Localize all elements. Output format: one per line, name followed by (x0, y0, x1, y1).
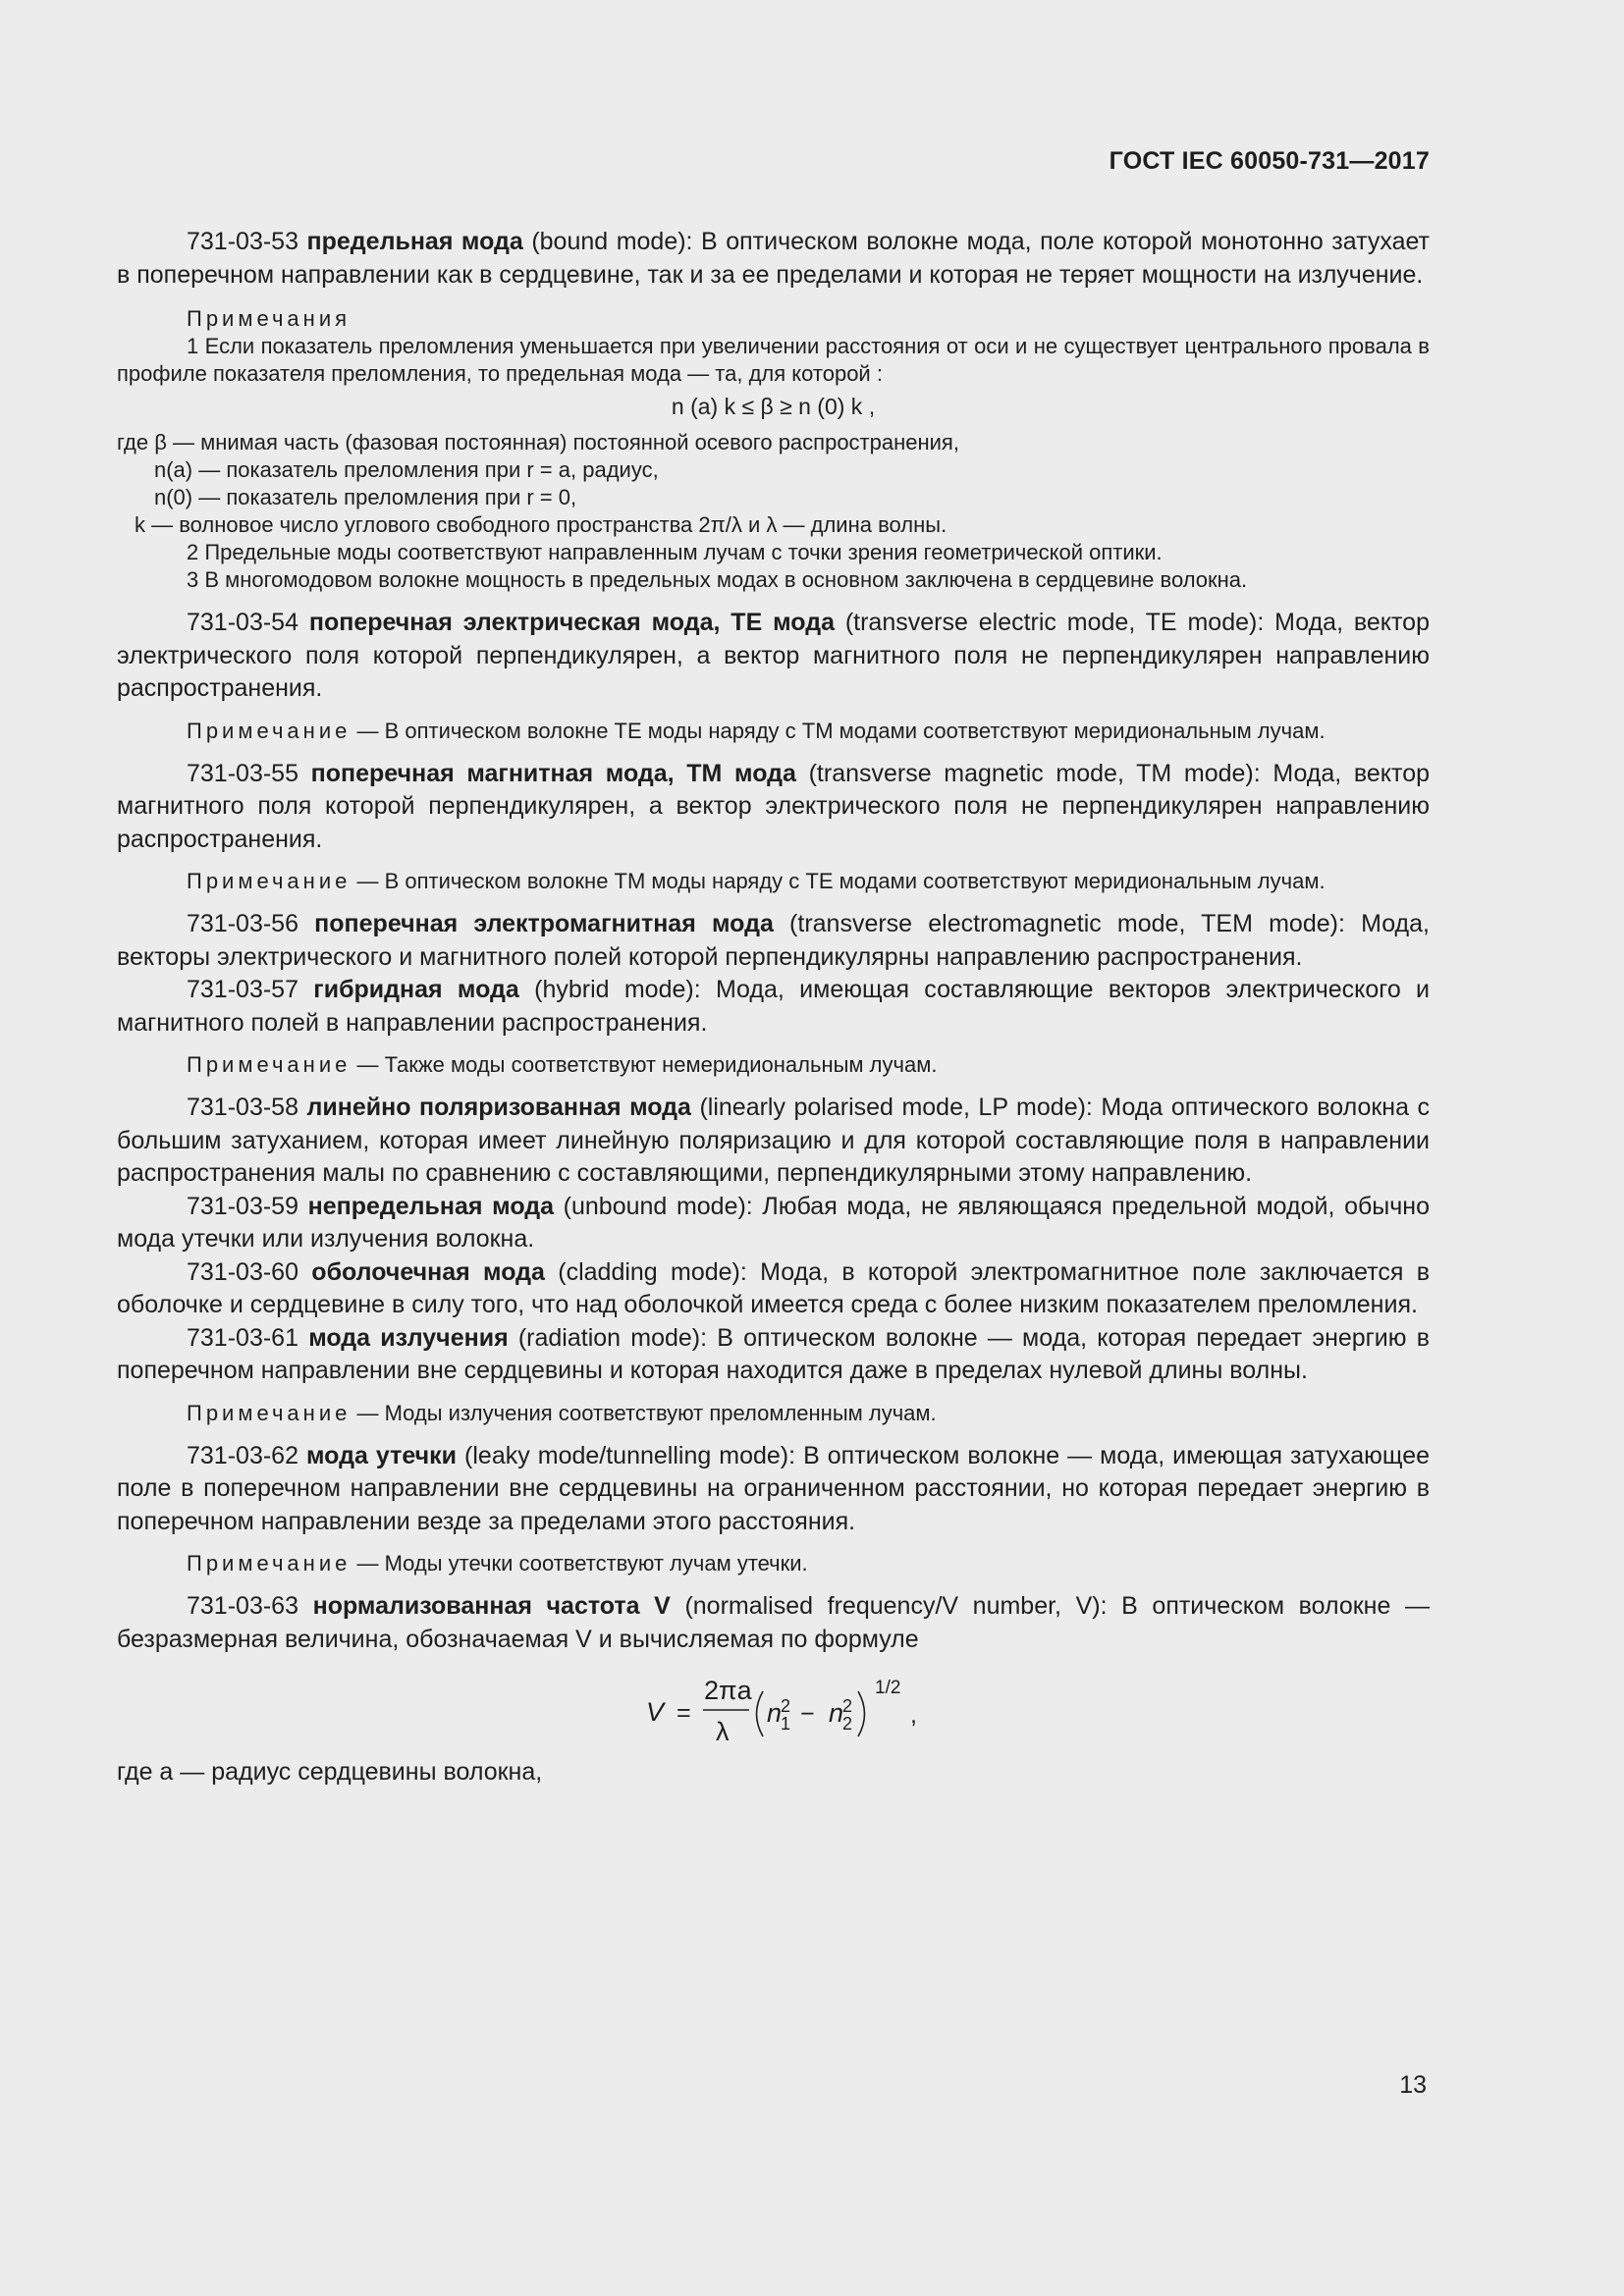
formula-lhs: V (646, 1697, 665, 1727)
term-731-03-60: 731-03-60 оболочечная мода (cladding mode): Мода, в которой электромагнитное поле заключается в оболочке и сердцевине в силу того, что над оболочкой имеется среда с более низким показателем преломления. (117, 1257, 1430, 1318)
right-paren (858, 1691, 865, 1736)
note-1: 1 Если показатель преломления уменьшается при увеличении расстояния от оси и не существует центрального провала в профиле показателя преломления, то предельная мода — та, для которой : (117, 334, 1430, 386)
term-731-03-59: 731-03-59 непредельная мода (unbound mode): Любая мода, не являющаяся предельной модой, обычно мода утечки или излучения волокна. (117, 1192, 1430, 1253)
term-731-03-58: 731-03-58 линейно поляризованная мода (linearly polarised mode, LP mode): Мода оптического волокна с большим затуханием, которая имеет линейную поляризацию и для которой составляющие поля в направлении распространения малы по сравнению с составляющими, перпендикулярными этому направлению. (117, 1094, 1430, 1187)
where-beta: где β — мнимая часть (фазовая постоянная) постоянной осевого распространения, (117, 430, 959, 454)
term-731-03-63: 731-03-63 нормализованная частота V (normalised frequency/V number, V): В оптическом волокне — безразмерная величина, обозначаемая V и вычисляемая по формуле (117, 1592, 1430, 1653)
term-title: поперечная электромагнитная мода (314, 910, 774, 937)
note-731-03-62: Примечание — Моды утечки соответствуют лучам утечки. (187, 1551, 808, 1575)
formula-sub2: 2 (842, 1714, 853, 1734)
notes-heading: Примечания (187, 306, 352, 331)
term-731-03-57: 731-03-57 гибридная мода (hybrid mode): Мода, имеющая составляющие векторов электрического и магнитного полей в направлении распространения. (117, 976, 1430, 1037)
term-title: линейно поляризованная мода (306, 1094, 691, 1121)
note-731-03-55: Примечание — В оптическом волокне ТМ моды наряду с ТЕ модами соответствуют меридиональным лучам. (187, 869, 1326, 893)
formula-numerator: 2πa (704, 1676, 752, 1705)
term-title: поперечная магнитная мода, ТМ мода (310, 759, 796, 787)
term-title: поперечная электрическая мода, ТЕ мода (308, 609, 835, 636)
term-title: оболочечная мода (311, 1257, 545, 1286)
term-title: мода излучения (308, 1323, 509, 1352)
formula-minus: − (800, 1700, 815, 1728)
bound-mode-formula: n (a) k ≤ β ≥ n (0) k , (671, 394, 876, 419)
formula-comma: , (910, 1701, 917, 1729)
term-731-03-62: 731-03-62 мода утечки (leaky mode/tunnelling mode): В оптическом волокне — мода, имеющая затухающее поле в поперечном направлении вне сердцевины на ограниченном расстоянии, но которая передает энергию в поперечном направлении везде за пределами этого расстояния. (117, 1441, 1431, 1535)
page-header: ГОСТ IEC 60050-731—2017 (1109, 147, 1430, 175)
where-a: где a — радиус сердцевины волокна, (117, 1758, 543, 1786)
left-paren (757, 1691, 764, 1736)
term-title: гибридная мода (313, 976, 519, 1003)
formula-equals: = (677, 1699, 691, 1727)
formula-denominator: λ (716, 1717, 730, 1746)
normalised-frequency-formula (117, 1670, 1430, 1750)
where-na: n(a) — показатель преломления при r = a, радиус, (154, 457, 659, 482)
formula-sup2: 2 (842, 1696, 853, 1716)
term-731-03-54: 731-03-54 поперечная электрическая мода, ТЕ мода (transverse electric mode, TE mode): Мода, вектор электрического поля которой перпендикулярен, а вектор магнитного поля не перпендикулярен направлению распространения. (117, 609, 1430, 702)
page-number: 13 (1399, 2071, 1427, 2099)
where-k: k — волновое число углового свободного пространства 2π/λ и λ — длина волны. (135, 512, 947, 537)
term-731-03-61: 731-03-61 мода излучения (radiation mode): В оптическом волокне — мода, которая передает энергию в поперечном направлении вне сердцевины и которая находится даже в пределах нулевой длины волны. (117, 1323, 1430, 1384)
note-731-03-54: Примечание — В оптическом волокне ТЕ моды наряду с ТМ модами соответствуют меридиональным лучам. (187, 718, 1326, 743)
term-title: нормализованная частота V (312, 1592, 671, 1620)
term-title: непредельная мода (307, 1192, 555, 1220)
term-731-03-53 (117, 226, 1430, 292)
formula-n2: n (829, 1698, 844, 1728)
note-3: 3 В многомодовом волокне мощность в предельных модах в основном заключена в сердцевине волокна. (187, 567, 1248, 592)
term-definition: (bound mode): В оптическом волокне мода, поле которой монотонно затухает в поперечном направлении как в сердцевине, так и за ее пределами и которая не теряет мощности на излучение. (117, 228, 1430, 289)
formula-svg (117, 1670, 1430, 1750)
term-number: 731-03-53 (187, 228, 298, 255)
term-title: предельная мода (306, 228, 523, 255)
formula-sup1: 2 (781, 1696, 791, 1716)
term-731-03-55: 731-03-55 поперечная магнитная мода, ТМ мода (transverse magnetic mode, TM mode): Мода, вектор магнитного поля которой перпендикулярен, а вектор электрического поля не перпендикулярен направлению распространения. (117, 759, 1430, 853)
where-n0: n(0) — показатель преломления при r = 0, (154, 485, 577, 509)
formula-sub1: 1 (781, 1714, 791, 1734)
term-title: мода утечки (306, 1441, 458, 1469)
note-731-03-57: Примечание — Также моды соответствуют немеридиональным лучам. (187, 1052, 938, 1077)
term-731-03-56: 731-03-56 поперечная электромагнитная мода (transverse electromagnetic mode, TEM mode): Мода, векторы электрического и магнитного полей которой перпендикулярны направлению распространения. (117, 910, 1430, 971)
note-731-03-61: Примечание — Моды излучения соответствуют преломленным лучам. (187, 1400, 937, 1425)
formula-power: 1/2 (875, 1678, 901, 1698)
note-2: 2 Предельные моды соответствуют направленным лучам с точки зрения геометрической оптики. (187, 540, 1163, 564)
formula-n1: n (767, 1698, 783, 1728)
document-body (117, 226, 1430, 1789)
